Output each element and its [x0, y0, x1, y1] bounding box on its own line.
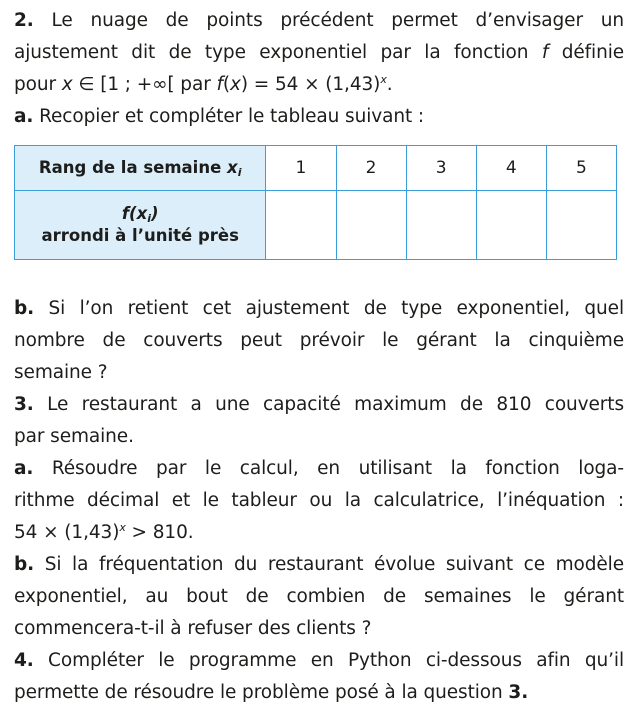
- q2b-line3-text: semaine ?: [14, 362, 108, 383]
- q2b-label: b.: [14, 298, 35, 319]
- q3a-line-1: [14, 453, 624, 485]
- value-cell-1[interactable]: [266, 191, 336, 260]
- q2b-line-3: [14, 357, 624, 389]
- q2-line2-end: définie: [561, 42, 625, 63]
- q2-formula: ) = 54 × (1,43): [240, 74, 381, 95]
- rank-cell-1: 1: [266, 146, 336, 191]
- q2-line3-end: .: [386, 74, 393, 95]
- q3-line-2: [14, 421, 624, 453]
- values-table: [14, 145, 617, 260]
- q2-formula-exponent: x: [380, 73, 387, 86]
- q3b-line-1: [14, 549, 624, 581]
- rank-header-text: Rang de la semaine: [38, 158, 222, 177]
- rank-header-cell: [15, 146, 266, 191]
- value-header-f: f: [121, 204, 130, 223]
- q2b-line1-text: Si l’on retient cet ajustement de type exponentiel, quel: [48, 298, 624, 319]
- rank-cell-5: 5: [546, 146, 616, 191]
- q3a-line-2: [14, 485, 624, 517]
- q2a-text: Recopier et compléter le tableau suivant :: [39, 106, 425, 127]
- q2a-line: [14, 101, 624, 133]
- q2-line-1: [14, 5, 624, 37]
- q3b-line-2: [14, 581, 624, 613]
- table-row-values: [15, 191, 617, 260]
- q3b-line1-text: Si la fréquentation du restaurant évolue suivant ce modèle: [44, 554, 624, 575]
- q4-line-1: [14, 645, 624, 677]
- q2a-label: a.: [14, 106, 34, 127]
- value-header-close: ): [151, 204, 159, 223]
- q2-x-arg: x: [230, 74, 241, 95]
- q2-pour: pour: [14, 74, 56, 95]
- value-cell-5[interactable]: [546, 191, 616, 260]
- q3a-line2-text: rithme décimal et le tableur ou la calculatrice, l’inéquation :: [14, 490, 624, 511]
- q4-question-ref: 3.: [508, 682, 529, 703]
- value-cell-2[interactable]: [336, 191, 406, 260]
- q2-paren-open: (: [222, 74, 231, 95]
- q2-line-3: [14, 69, 624, 101]
- q2b-line2-text: nombre de couverts peut prévoir le gérant la cinquième: [14, 330, 624, 351]
- rank-header-sub: i: [237, 166, 242, 179]
- q4-number: 4.: [14, 650, 34, 671]
- value-cell-3[interactable]: [406, 191, 476, 260]
- q3-line2-text: par semaine.: [14, 426, 134, 447]
- value-header-sub: i: [147, 212, 151, 225]
- value-header-cell: [15, 191, 266, 260]
- q2-line1-text: Le nuage de points précédent permet d’envisager un: [51, 10, 624, 31]
- q4-line1-text: Compléter le programme en Python ci-dessous afin qu’il: [48, 650, 624, 671]
- value-header-x: x: [136, 204, 148, 223]
- q3b-line2-text: exponentiel, au bout de combien de semaines le gérant: [14, 586, 624, 607]
- q3-line-1: [14, 389, 624, 421]
- q3a-formula-exponent: x: [119, 521, 126, 534]
- q2-f-var: f: [216, 74, 223, 95]
- rank-header-var: x: [227, 158, 238, 177]
- table-row-ranks: [15, 146, 617, 191]
- value-cell-4[interactable]: [476, 191, 546, 260]
- q4-line-2: [14, 677, 624, 709]
- q2-function-var: f: [541, 42, 549, 63]
- q2b-line-2: [14, 325, 624, 357]
- q3b-line-3: [14, 613, 624, 645]
- q2-line2-text: ajustement dit de type exponentiel par la fonction: [14, 42, 529, 63]
- q2-number: 2.: [14, 10, 34, 31]
- q3a-line1-text: Résoudre par le calcul, en utilisant la fonction loga-: [51, 458, 624, 479]
- rank-cell-2: 2: [336, 146, 406, 191]
- rank-cell-3: 3: [406, 146, 476, 191]
- q4-line2-text: permette de résoudre le problème posé à la question: [14, 682, 503, 703]
- value-header-line-1: [15, 203, 265, 225]
- q3-number: 3.: [14, 394, 34, 415]
- q3b-label: b.: [14, 554, 35, 575]
- q3a-label: a.: [14, 458, 34, 479]
- q3a-formula: 54 × (1,43): [14, 522, 120, 543]
- q2b-line-1: [14, 293, 624, 325]
- q3a-formula-end: > 810.: [125, 522, 194, 543]
- q2-x-var: x: [61, 74, 73, 95]
- q2-line-2: [14, 37, 624, 69]
- value-header-open: (: [129, 204, 137, 223]
- q3-line1-text: Le restaurant a une capacité maximum de 810 couverts: [47, 394, 625, 415]
- rank-cell-4: 4: [476, 146, 546, 191]
- q3a-line-3: [14, 517, 624, 549]
- value-header-line-2: arrondi à l’unité près: [41, 226, 239, 245]
- q2-interval: ∈ [1 ; +∞[ par: [78, 74, 211, 95]
- q3b-line3-text: commencera-t-il à refuser des clients ?: [14, 618, 372, 639]
